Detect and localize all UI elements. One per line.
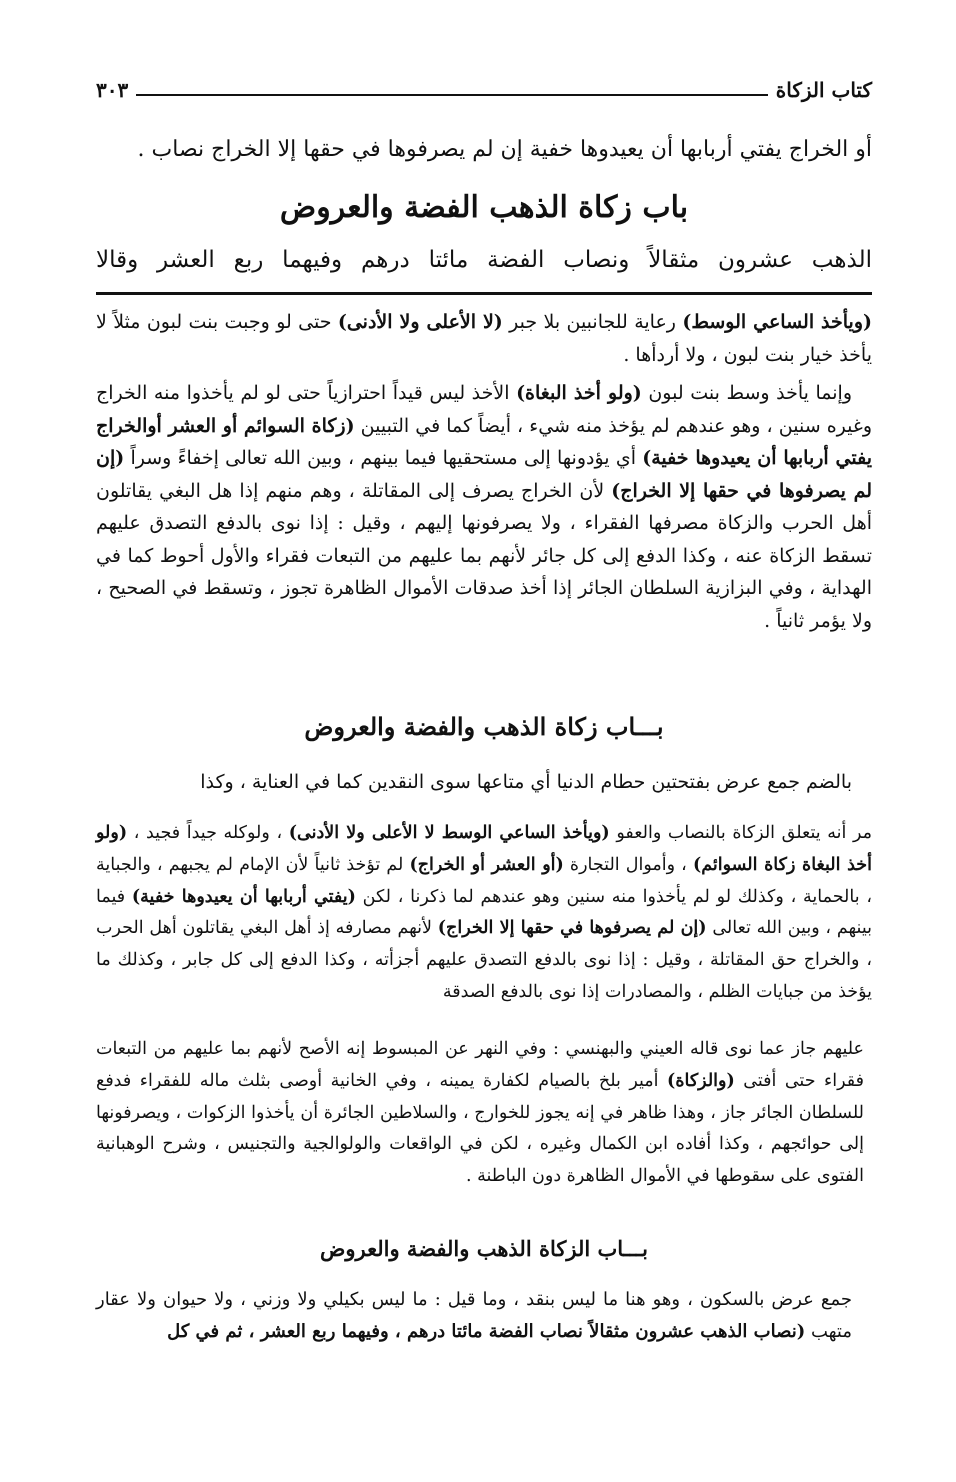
page-number: ٣٠٣ bbox=[96, 78, 129, 102]
main-text-continuation: أو الخراج يفتي أربابها أن يعيدوها خفية إن لم يصرفوها في حقها إلا الخراج نصاب . bbox=[137, 137, 872, 162]
commentary-1-paragraph-2: وإنما يأخذ وسط بنت لبون (ولو أخذ البغاة) الأخذ ليس قيداً احترازياً حتى لو لم يأخذوا منه الخراج وغيره سنين ، وهو عندهم لم يؤخذ منه شيء ، أيضاً كما في التبيين (زكاة السوائم أو العشر أوالخراج يفتي أربابها أن يعيدوها خفية) أي يؤدونها إلى مستحقيها فيما بينهم ، وبين الله تعالى إخفاءً وسراً (إن لم يصرفوها في حقها إلا الخراج) لأن الخراج يصرف إلى المقاتلة ، وهم منهم إذا هل البغي يقاتلون أهل الحرب والزكاة مصرفها الفقراء ، ولا يصرفونها إليهم ، وقيل : إذا نوى بالدفع التصدق عليهم تسقط الزكاة عنه ، وكذا الدفع إلى كل جائر لأنهم بما عليهم من التبعات فقراء والأول أحوط كما في الهداية ، وفي البزازية السلطان الجائر إذا أخذ صدقات الأموال الظاهرة تجوز ، وتسقط في الصحيح ، ولا يؤمر ثانياً . bbox=[96, 382, 872, 632]
page-header bbox=[96, 78, 872, 102]
commentary-1-paragraph-1: (ويأخذ الساعي الوسط) رعاية للجانبين بلا جبر (لا الأعلى ولا الأدنى) حتى لو وجبت بنت لبون مثلاً لا يأخذ خيار بنت لبون ، ولا أردأها . bbox=[96, 311, 873, 366]
section-3-title: بـــاب الزكاة الذهب والفضة والعروض bbox=[320, 1236, 648, 1261]
section-2-title: بـــاب زكاة الذهب والفضة والعروض bbox=[304, 712, 664, 741]
section-3-text: جمع عرض بالسكون ، وهو هنا ما ليس بنقد ، وما قيل : ما ليس بكيلي ولا وزني ، ولا حيوان ولا عقار متهب (نصاب الذهب عشرون مثقالاً نصاب الفضة مائتا درهم ، وفيهما ربع العشر ، ثم في كل bbox=[96, 1289, 852, 1342]
commentary-2: مر أنه يتعلق الزكاة بالنصاب والعفو (ويأخذ الساعي الوسط لا الأعلى ولا الأدنى) ، ولوكله جيداً فجيد ، (ولو أخذ البغاة زكاة السوائم) ، وأموال التجارة (أو العشر أو الخراج) لم تؤخذ ثانياً لأن الإمام لم يجبهم ، والجباية ، بالحماية ، وكذلك لو لم يأخذوا منه سنين وهو عندهم لما ذكرنا ، لكن (يفتي أربابها أن يعيدوها خفية) فيما بينهم ، وبين الله تعالى (إن لم يصرفوها في حقها إلا الخراج) لأنهم مصارفه إذ أهل البغي يقاتلون أهل الحرب ، والخراج حق المقاتلة ، وقيل : إذا نوى بالدفع التصدق عليهم أجزأته ، وكذا الدفع إلى كل جابر ، وكذلك ما يؤخذ من جبايات الظلم ، والمصادرات إذا نوى بالدفع الصدقة bbox=[96, 823, 873, 1002]
chapter-main-line: الذهب عشرون مثقالاً ونصاب الفضة مائتا درهم وفيهما ربع العشر وقالا bbox=[96, 247, 872, 273]
section-divider bbox=[96, 292, 872, 295]
book-title: كتاب الزكاة bbox=[775, 78, 872, 102]
commentary-3: عليهم جاز عما نوى قاله العيني والبهنسي : وفي النهر عن المبسوط إنه الأصح لأنهم بما عليهم من التبعات فقراء حتى أفتى (والزكاة) أمير بلخ بالصيام لكفارة يمينه ، وفي الخانية أوصى بثلث ماله للفقراء فدفع للسلطان الجائر جاز ، وهذا ظاهر في إنه يجوز للخوارج ، والسلاطين الجائرة أن يأخذوا الزكوات ، ويصرفونها إلى حوائجهم ، وكذا أفاده ابن الكمال وغيره ، لكن في الواقعات والولوالجية والتجنيس ، وشرح الوهبانية الفتوى على سقوطها في الأموال الظاهرة دون الباطنة . bbox=[96, 1039, 864, 1187]
header-rule bbox=[136, 94, 768, 96]
section-2-text: بالضم جمع عرض بفتحتين حطام الدنيا أي متاعها سوى النقدين كما في العناية ، وكذا bbox=[200, 771, 852, 793]
commentary-1 bbox=[96, 306, 872, 637]
chapter-title: باب زكاة الذهب الفضة والعروض bbox=[279, 190, 689, 225]
